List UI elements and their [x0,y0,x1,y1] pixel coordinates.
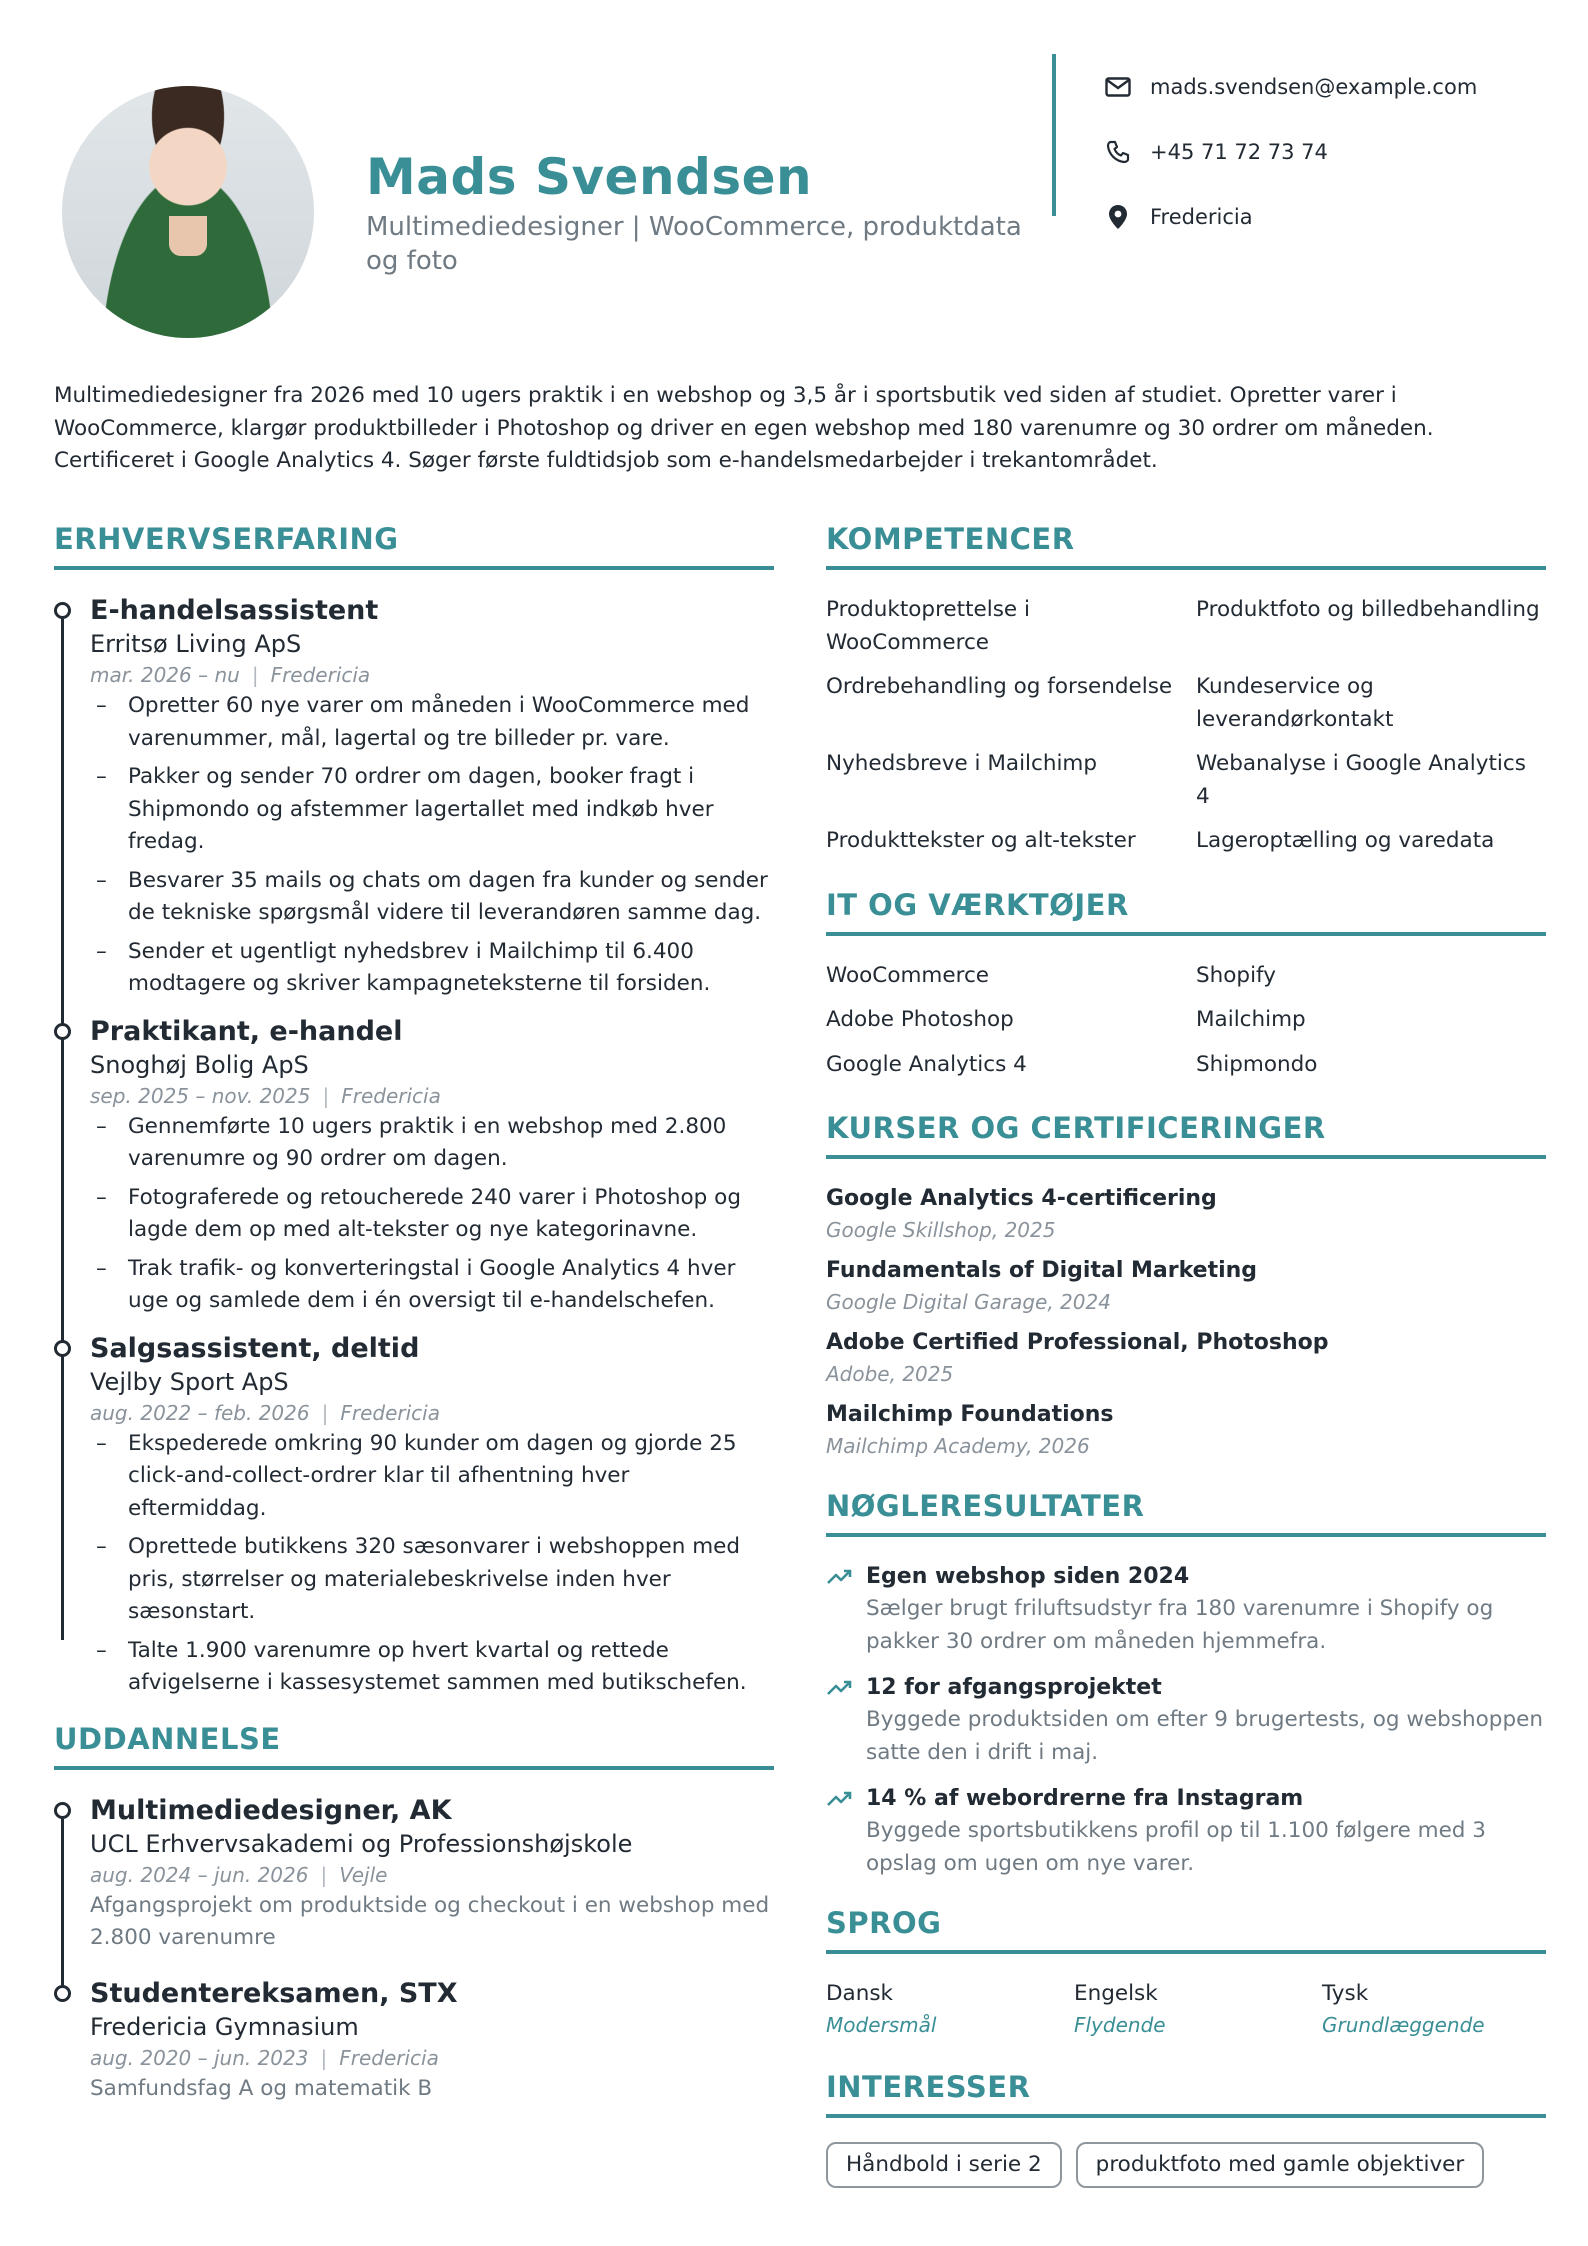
skill-item: Webanalyse i Google Analytics 4 [1196,751,1526,809]
education-timeline [54,1794,774,2106]
result-description: Sælger brugt friluftsudstyr fra 180 varenumre i Shopify og pakker 30 ordrer om måneden hjemmefra. [866,1596,1494,1654]
tool-item: Google Analytics 4 [826,1051,1027,1077]
language-item [1074,1978,1322,2040]
contact-email[interactable] [1104,54,1532,119]
timeline-dot [54,602,71,619]
mail-icon [1104,75,1132,99]
job-period: aug. 2022 – feb. 2026 [90,1400,310,1425]
candidate-headline: Multimediedesigner | WooCommerce, produktdata og foto [366,212,1022,276]
trend-up-icon [826,1567,854,1587]
skill-item: Nyhedsbreve i Mailchimp [826,751,1098,776]
job-period: mar. 2026 – nu [90,663,240,687]
job-bullets [90,1111,774,1318]
phone-icon [1104,140,1132,164]
education-entry [90,1977,774,2106]
education-heading: UDDANNELSE [54,1722,774,1770]
company-name: Vejlby Sport ApS [90,1367,289,1396]
candidate-name: Mads Svendsen [366,148,813,206]
skill-item: Kundeservice og leverandørkontakt [1196,674,1394,732]
course-item [826,1327,1546,1389]
tools-grid [826,960,1546,1082]
contact-panel [1052,54,1532,229]
course-name: Fundamentals of Digital Marketing [826,1258,1258,1283]
timeline-dot [54,1802,71,1819]
language-name: Engelsk [1074,1981,1158,2006]
timeline-dot [54,1340,71,1357]
course-meta: Mailchimp Academy, 2026 [826,1434,1090,1458]
job-bullets [90,1428,774,1700]
job-bullet: – Pakker og sender 70 ordrer om dagen, booker fragt i Shipmondo og afstemmer lagertallet med indkøb hver fredag. [90,761,774,859]
job-bullet: – Sender et ugentligt nyhedsbrev i Mailchimp til 6.400 modtagere og skriver kampagneteksterne til forsiden. [90,936,774,1001]
course-name: Adobe Certified Professional, Photoshop [826,1330,1329,1355]
course-item [826,1255,1546,1317]
course-name: Google Analytics 4-certificering [826,1186,1217,1211]
job-bullet: – Oprettede butikkens 320 sæsonvarer i webshoppen med pris, størrelser og materialebeskrivelse inden hver sæsonstart. [90,1531,774,1629]
job-title: E-handelsassistent [90,595,379,626]
course-item [826,1399,1546,1461]
trend-up-icon [826,1789,854,1809]
experience-entry [90,594,774,1001]
job-meta: mar. 2026 – nu | Fredericia [90,663,371,687]
language-level: Flydende [1074,2013,1166,2037]
experience-heading: ERHVERVSERFARING [54,522,774,570]
course-meta: Google Digital Garage, 2024 [826,1290,1111,1314]
job-bullets [90,690,774,1001]
company-name: Snoghøj Bolig ApS [90,1050,309,1079]
education-note: Samfundsfag A og matematik B [90,2075,433,2101]
language-level: Grundlæggende [1322,2013,1485,2037]
timeline-dot [54,1023,71,1040]
courses-list [826,1183,1546,1461]
left-column [54,522,774,2119]
tool-item: Mailchimp [1196,1007,1306,1032]
job-location: Fredericia [341,1083,441,1108]
course-meta: Google Skillshop, 2025 [826,1218,1056,1242]
skill-item: Lageroptælling og varedata [1196,828,1495,853]
job-title: Salgsassistent, deltid [90,1332,420,1364]
languages-list [826,1978,1546,2040]
job-bullet: – Talte 1.900 varenumre op hvert kvartal og rettede afvigelserne i kassesystemet sammen med butikschefen. [90,1635,774,1700]
job-bullet: – Opretter 60 nye varer om måneden i WooCommerce med varenummer, mål, lagertal og tre billeder pr. vare. [90,690,774,755]
tool-item: WooCommerce [826,962,990,988]
profile-photo [62,86,314,338]
language-level: Modersmål [826,2013,937,2037]
location-text: Fredericia [1150,204,1253,229]
job-meta: aug. 2022 – feb. 2026 | Fredericia [90,1400,440,1425]
school-name: Fredericia Gymnasium [90,2012,359,2041]
job-bullet: – Trak trafik- og konverteringstal i Google Analytics 4 hver uge og samlede dem i én oversigt til e-handelschefen. [90,1253,774,1318]
results-heading: NØGLERESULTATER [826,1489,1546,1537]
interest-chip: produktfoto med gamle objektiver [1076,2142,1485,2188]
education-meta: aug. 2020 – jun. 2023 | Fredericia [90,2045,439,2070]
experience-entry [90,1332,774,1700]
skill-item: Produktfoto og billedbehandling [1196,597,1540,622]
timeline-rail [61,616,64,1640]
education-meta: aug. 2024 – jun. 2026 | Vejle [90,1862,388,1887]
education-entry [90,1794,774,1955]
job-location: Fredericia [340,1400,440,1425]
result-description: Byggede sportsbutikkens profil op til 1.100 følgere med 3 opslag om ugen om nye varer. [866,1818,1486,1876]
degree-title: Multimediedesigner, AK [90,1794,452,1826]
language-item [826,1978,1074,2040]
job-location: Fredericia [270,663,371,687]
location-pin-icon [1104,205,1132,229]
timeline-rail [61,1816,64,1996]
job-bullet: – Besvarer 35 mails og chats om dagen fra kunder og sender de tekniske spørgsmål videre til leverandøren samme dag. [90,865,774,930]
skill-item: Produktoprettelse i WooCommerce [826,597,1030,655]
profile-summary: Multimediedesigner fra 2026 med 10 ugers praktik i en webshop og 3,5 år i sportsbutik ved siden af studiet. Opretter varer i WooCommerce, klargør produktbilleder i Photoshop og driver en egen webshop med 180 varenumre og 30 ordrer om måneden. Certificeret i Google Analytics 4. Søger første fuldtidsjob som e-handelsmedarbejder i trekantområdet. [54,383,1434,473]
contact-location [1104,184,1532,249]
school-name: UCL Erhvervsakademi og Professionshøjskole [90,1829,633,1858]
course-name: Mailchimp Foundations [826,1402,1114,1427]
tool-item: Shopify [1196,962,1276,988]
job-meta: sep. 2025 – nov. 2025 | Fredericia [90,1083,441,1108]
right-column [826,522,1546,2188]
interest-chip: Håndbold i serie 2 [826,2142,1062,2188]
contact-phone[interactable] [1104,119,1532,184]
company-name: Erritsø Living ApS [90,630,302,658]
interests-list [826,2142,1546,2188]
education-note: Afgangsprojekt om produktside og checkout i en webshop med 2.800 varenumre [90,1892,770,1950]
course-meta: Adobe, 2025 [826,1362,954,1386]
trend-up-icon [826,1678,854,1698]
interests-heading: INTERESSER [826,2070,1546,2118]
phone-text: +45 71 72 73 74 [1150,139,1328,164]
skill-item: Ordrebehandling og forsendelse [826,674,1173,699]
result-item [826,1783,1546,1880]
experience-timeline [54,594,774,1700]
email-text: mads.svendsen@example.com [1150,74,1478,99]
degree-title: Studentereksamen, STX [90,1977,458,2009]
photo-figure [169,216,207,256]
education-location: Fredericia [339,2045,439,2070]
experience-entry [90,1015,774,1318]
skills-grid [826,594,1546,858]
language-name: Tysk [1322,1981,1369,2006]
course-item [826,1183,1546,1245]
skill-item: Produkttekster og alt-tekster [826,828,1136,853]
job-bullet: – Fotograferede og retoucherede 240 varer i Photoshop og lagde dem op med alt-tekster og nye kategorinavne. [90,1182,774,1247]
result-title: 14 % af webordrerne fra Instagram [866,1786,1304,1811]
education-period: aug. 2020 – jun. 2023 [90,2045,309,2070]
result-title: 12 for afgangsprojektet [866,1675,1162,1700]
education-location: Vejle [339,1862,388,1887]
languages-heading: SPROG [826,1906,1546,1954]
tools-heading: IT OG VÆRKTØJER [826,888,1546,936]
education-period: aug. 2024 – jun. 2026 [90,1862,309,1887]
result-description: Byggede produktsiden om efter 9 brugertests, og webshoppen satte den i drift i maj. [866,1707,1543,1765]
results-list [826,1561,1546,1880]
result-title: Egen webshop siden 2024 [866,1564,1190,1589]
language-item [1322,1978,1546,2040]
skills-heading: KOMPETENCER [826,522,1546,570]
language-name: Dansk [826,1981,894,2006]
result-item [826,1672,1546,1769]
job-period: sep. 2025 – nov. 2025 [90,1083,311,1108]
job-bullet: – Ekspederede omkring 90 kunder om dagen og gjorde 25 click-and-collect-ordrer klar til afhentning hver eftermiddag. [90,1428,774,1526]
timeline-dot [54,1985,71,2002]
courses-heading: KURSER OG CERTIFICERINGER [826,1111,1546,1159]
job-title: Praktikant, e-handel [90,1015,403,1047]
tool-item: Adobe Photoshop [826,1007,1014,1032]
result-item [826,1561,1546,1658]
tool-item: Shipmondo [1196,1051,1318,1077]
job-bullet: – Gennemførte 10 ugers praktik i en webshop med 2.800 varenumre og 90 ordrer om dagen. [90,1111,774,1176]
